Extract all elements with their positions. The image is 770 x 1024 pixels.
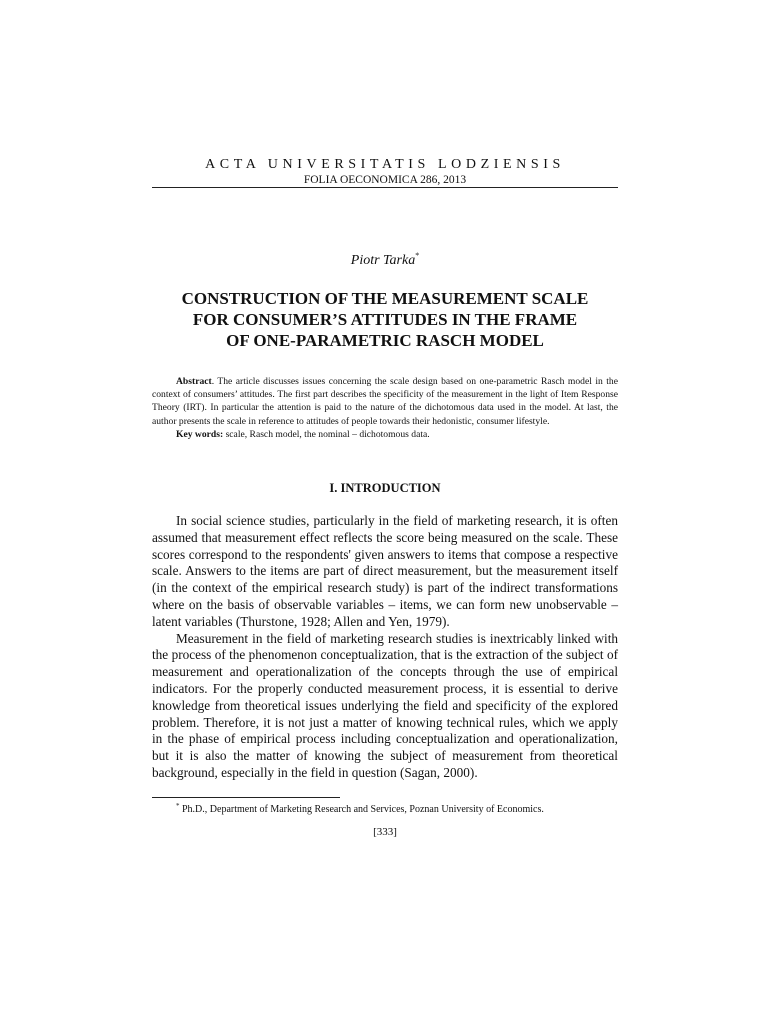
abstract-text: . The article discusses issues concerning the scale design based on one-parametric Rasch model in the context of consumers’ attitudes. The first part describes the specificity of the measurement in the light of Item Response Theory (IRT). In particular the attention is paid to the nature of the dichotomous data used in the model. At last, the author presents the scale in reference to attitudes of people towards their hedonistic, consumer lifestyle.: [152, 376, 618, 427]
journal-name: ACTA UNIVERSITATIS LODZIENSIS: [205, 157, 565, 172]
header-divider: [152, 187, 618, 188]
body-paragraph-2: Measurement in the field of marketing research studies is inextricably linked with the process of the phenomenon conceptualization, that is the extraction of the subject of measurement and operationalization of the concepts through the use of empirical indicators. For the properly conducted measurement process, it is essential to derive knowledge from theoretical issues underlying the field and specificity of the explored problem. Therefore, it is not just a matter of knowing technical rules, which we apply in the phase of empirical process including conceptualization and operationalization, but it is also the matter of knowing the subject of measurement from theoretical background, especially in the field in question (Sagan, 2000).: [152, 630, 618, 780]
keywords-text: scale, Rasch model, the nominal – dichotomous data.: [223, 428, 430, 440]
abstract-label: Abstract: [176, 376, 212, 387]
footnote-marker: *: [176, 802, 180, 810]
author-footnote-marker: *: [415, 251, 420, 260]
author-name: Piotr Tarka: [350, 253, 416, 268]
title-line-2: FOR CONSUMER’S ATTITUDES IN THE FRAME: [192, 310, 578, 329]
abstract-paragraph: [152, 375, 618, 428]
footnote-divider: [152, 797, 340, 798]
title-line-3: OF ONE-PARAMETRIC RASCH MODEL: [226, 331, 544, 350]
title-line-1: CONSTRUCTION OF THE MEASUREMENT SCALE: [181, 289, 589, 308]
footnote-text: Ph.D., Department of Marketing Research and Services, Poznan University of Economics.: [179, 804, 544, 815]
page-number: [333]: [373, 826, 397, 838]
body-text: [152, 513, 618, 782]
journal-volume: FOLIA OECONOMICA 286, 2013: [303, 174, 467, 186]
body-paragraph-1: In social science studies, particularly in the field of marketing research, it is often assumed that measurement effect reflects the score being measured on the scale. These scores correspond to the respondents' given answers to items that compose a respective scale. Answers to the items are part of direct measurement, but the measurement itself (in the context of the empirical research study) is part of the indirect transformations where on the basis of observable variables – items, we can form new unobservable – latent variables (Thurstone, 1928; Allen and Yen, 1979).: [152, 513, 618, 629]
section-heading: I. INTRODUCTION: [329, 481, 441, 495]
keywords-label: Key words:: [176, 428, 224, 440]
article-title: [152, 288, 618, 351]
keywords-paragraph: [152, 428, 618, 441]
footnote: [176, 804, 618, 816]
abstract-block: [152, 375, 618, 441]
author-line: [152, 253, 618, 269]
